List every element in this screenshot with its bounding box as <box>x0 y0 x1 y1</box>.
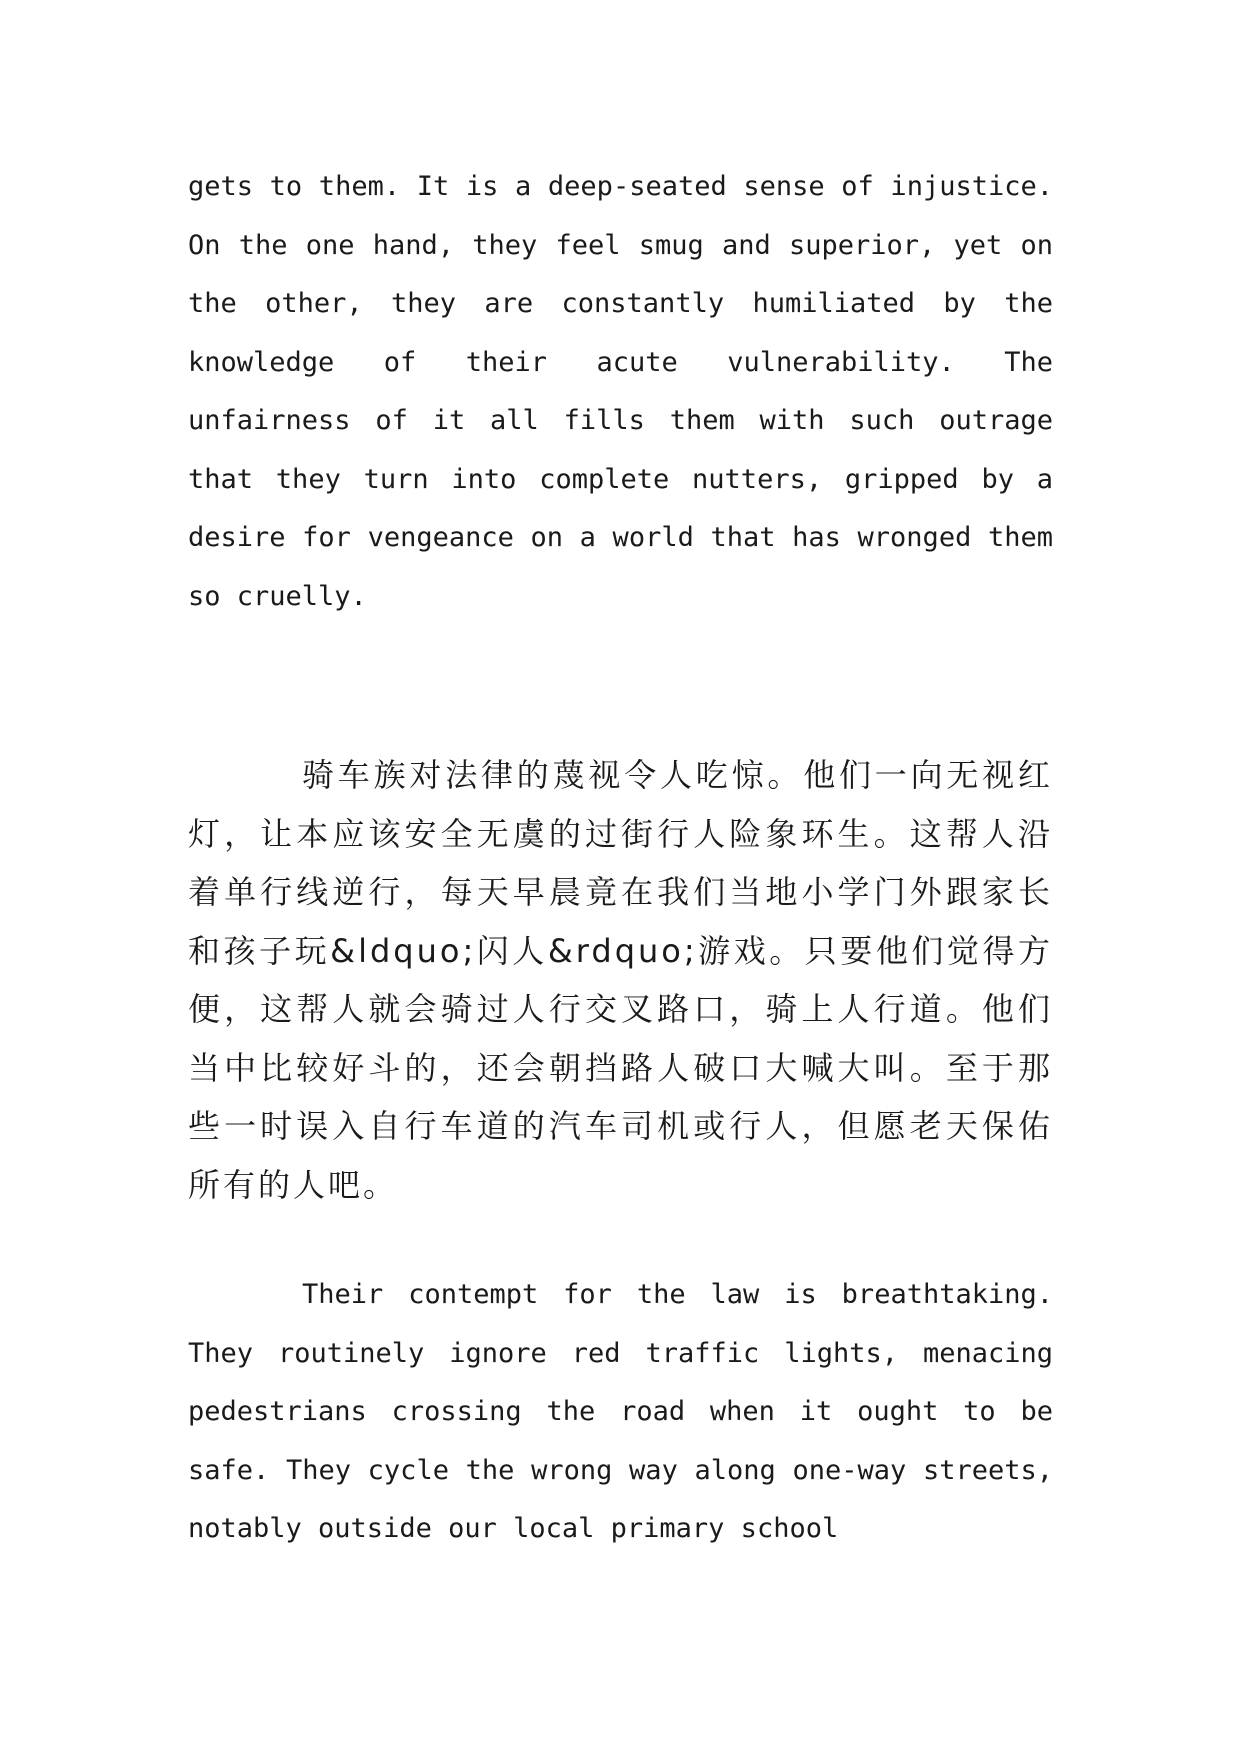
paragraph-english-injustice: gets to them. It is a deep-seated sense of injustice. On the one hand, they feel smug and superior, yet on the other, they are constantly humiliated by the knowledge of their acute vulnerability. The unfairness of it all fills them with such outrage that they turn into complete nutters, gripped by a desire for vengeance on a world that has wronged them so cruelly. <box>188 171 1053 612</box>
paragraph-chinese-cyclists: 骑车族对法律的蔑视令人吃惊。他们一向无视红灯，让本应该安全无虞的过街行人险象环生。这帮人沿着单行线逆行，每天早晨竟在我们当地小学门外跟家长和孩子玩&ldquo;闪人&rdquo;游戏。只要他们觉得方便，这帮人就会骑过人行交叉路口，骑上人行道。他们当中比较好斗的，还会朝挡路人破口大喊大叫。至于那些一时误入自行车道的汽车司机或行人，但愿老天保佑所有的人吧。 <box>188 756 1053 1204</box>
paragraph-english-contempt: Their contempt for the law is breathtaking. They routinely ignore red traffic lights, menacing pedestrians crossing the road when it ought to be safe. They cycle the wrong way along one-way streets, notably outside our local primary school <box>188 1279 1053 1544</box>
